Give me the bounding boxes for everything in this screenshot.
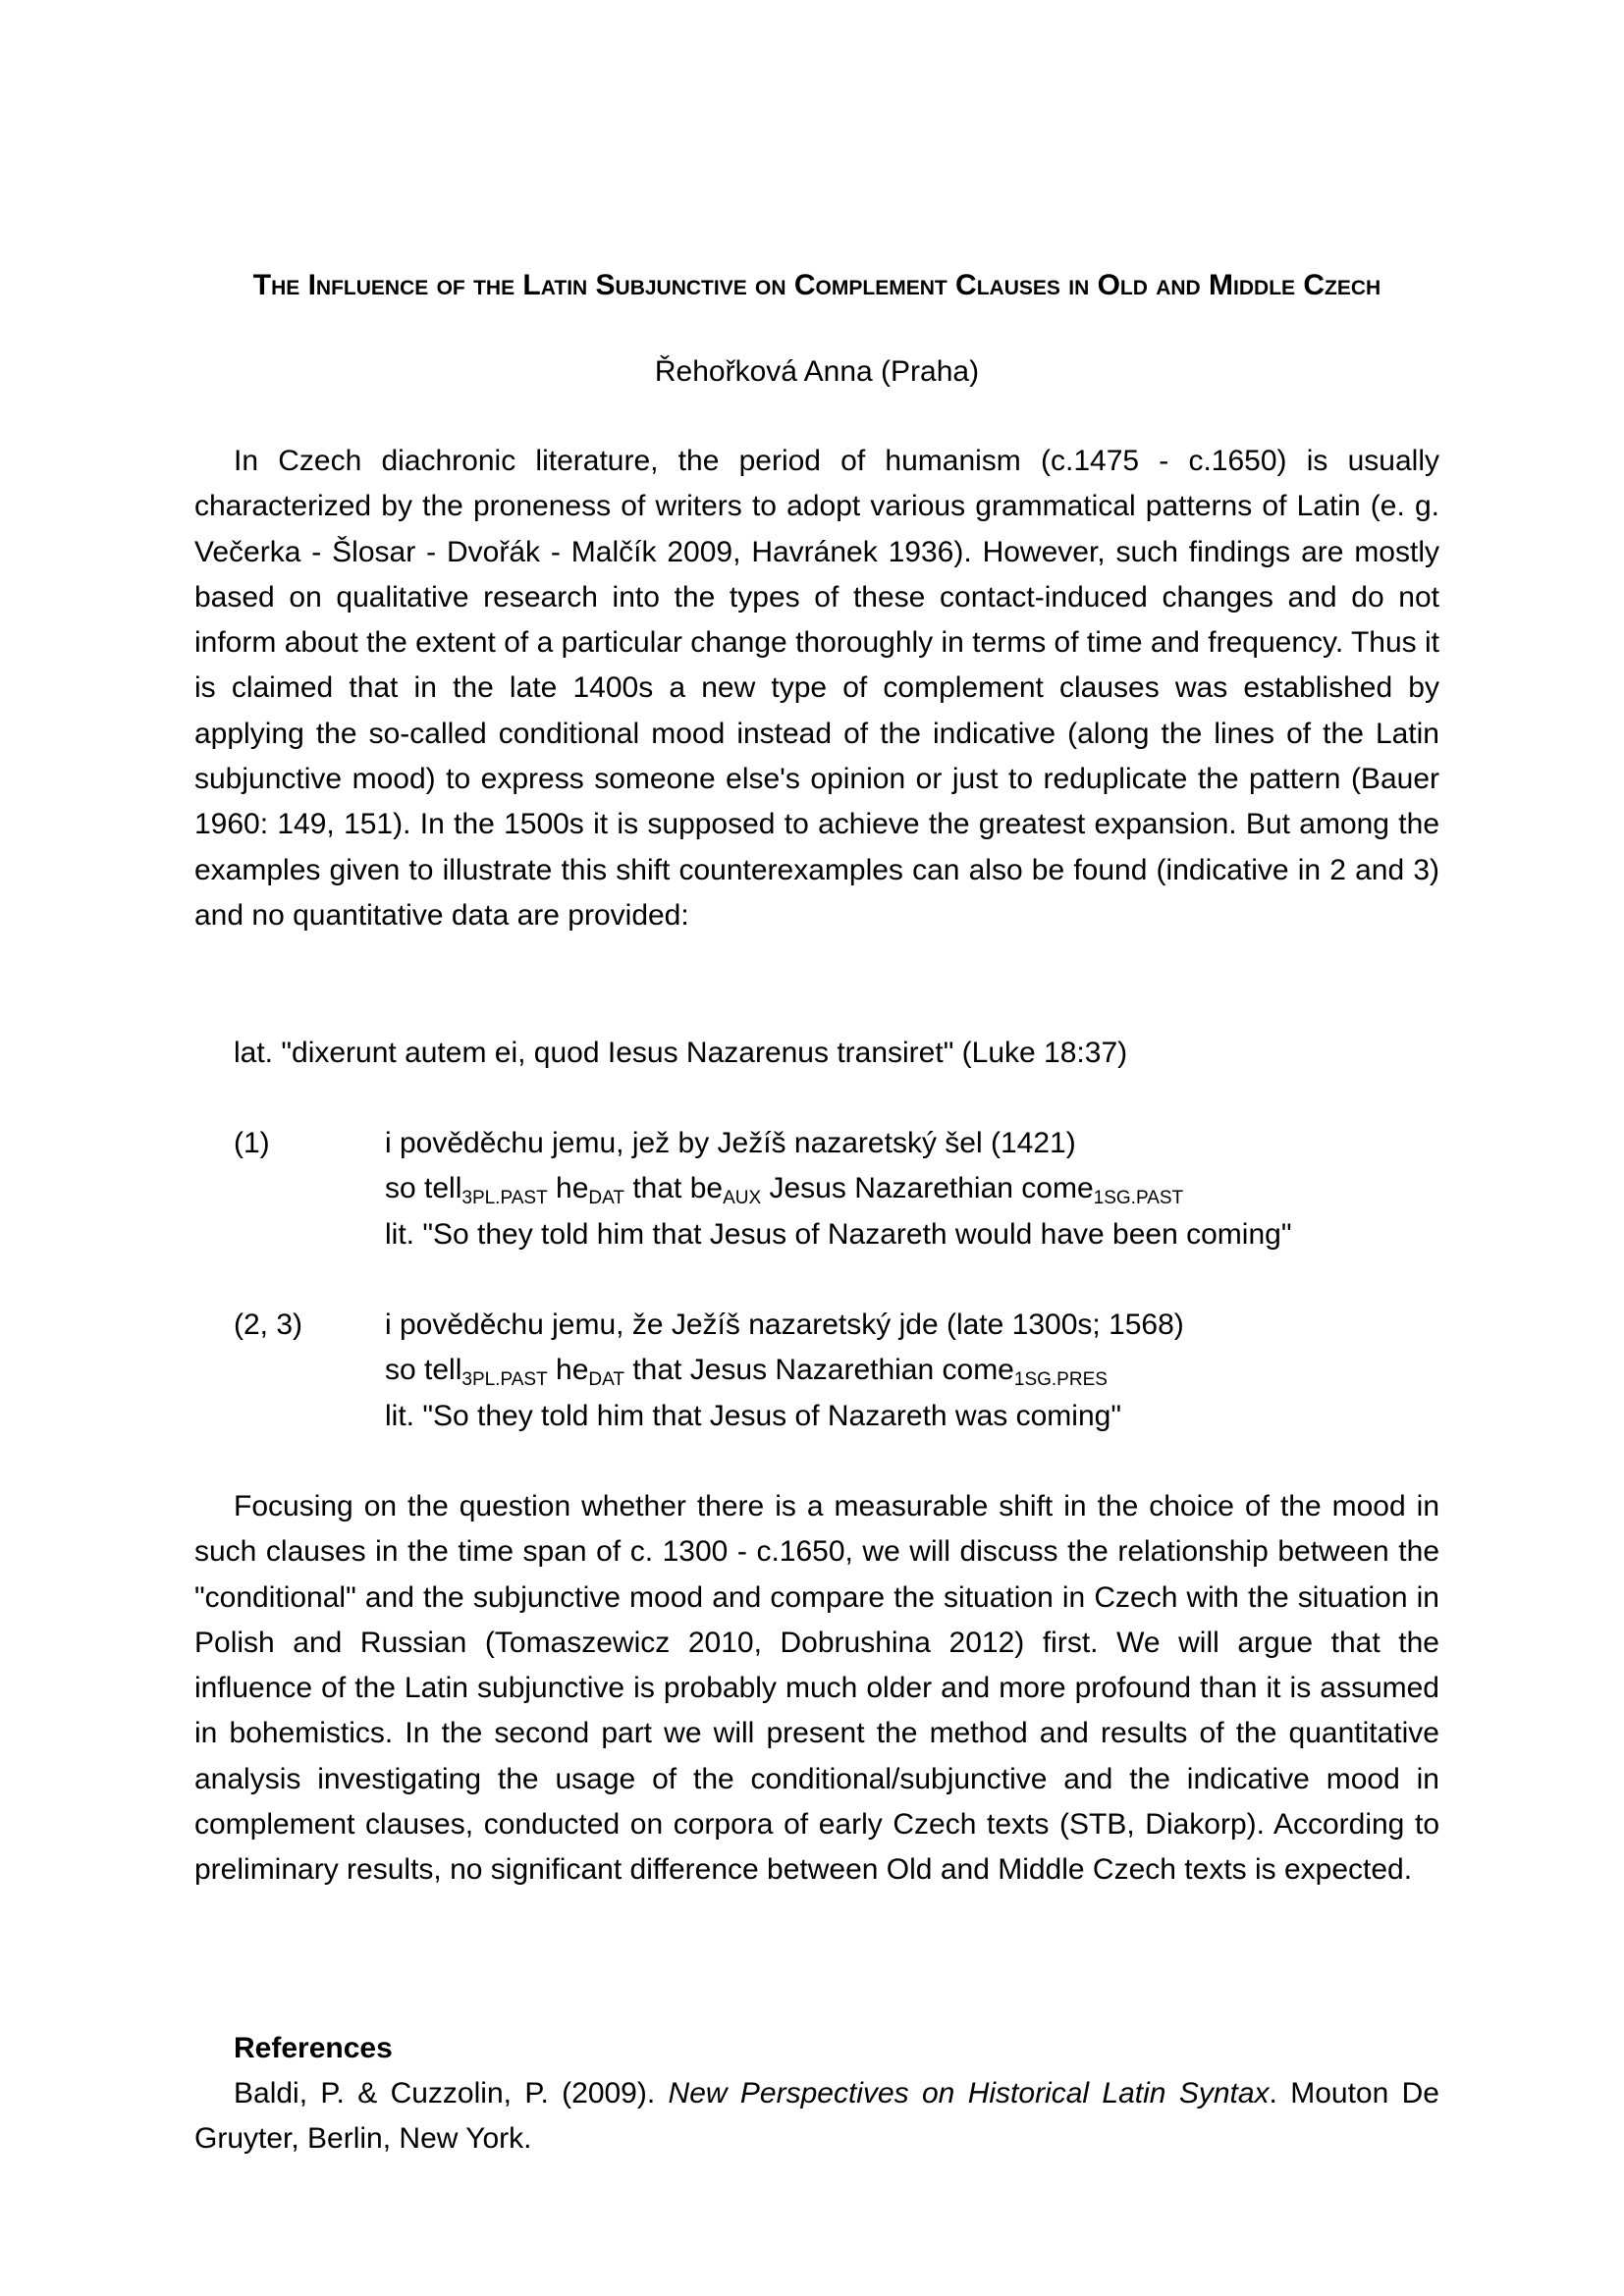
reference-entry: Baldi, P. & Cuzzolin, P. (2009). New Perspectives on Historical Latin Syntax. Mouton De Gruyter, Berlin, New York. <box>194 2077 1439 2156</box>
example-gloss-line: so tell$_{3PL.PAST}$ $he_{DAT}$ that Jesus Nazarethian come$_{1SG.PRES}$ <box>385 1354 1108 1391</box>
paper-title: The Influence of the Latin Subjunctive on Complement Clauses in Old and Middle Czech <box>252 269 1381 301</box>
author-line: Řehořková Anna (Praha) <box>654 355 980 388</box>
references-heading: References <box>234 2032 393 2064</box>
abstract-paragraph-1: In Czech diachronic literature, the period of humanism (c.1475 - c.1650) is usually characterized by the proneness of writers to adopt various grammatical patterns of Latin (e. g. Večerka - Šlosar - Dvořák - Malčík 2009, Havránek 1936). However, such findings are mostly based on qualitative research into the types of these contact-induced changes and do not inform about the extent of a particular change thoroughly in terms of time and frequency. Thus it is claimed that in the late 1400s a new type of complement clauses was established by applying the so-called conditional mood instead of the indicative (along the lines of the Latin subjunctive mood) to express someone else's opinion or just to reduplicate the pattern (Bauer 1960: 149, 151). In the 1500s it is supposed to achieve the greatest expansion. But among the examples given to illustrate this shift counterexamples can also be found (indicative in 2 and 3) and no quantitative data are provided: <box>194 445 1439 932</box>
example-gloss-line: so tell$_{3PL.PAST}$ $he_{DAT}$ that $be_{AUX}$ Jesus Nazarethian come$_{1SG.PAST}$ <box>385 1172 1184 1209</box>
example-number: (1) <box>234 1127 270 1159</box>
abstract-paragraph-2: Focusing on the question whether there is a measurable shift in the choice of the mood in such clauses in the time span of c. 1300 - c.1650, we will discuss the relationship between the "conditional" and the subjunctive mood and compare the situation in Czech with the situation in Polish and Russian (Tomaszewicz 2010, Dobrushina 2012) first. We will argue that the influence of the Latin subjunctive is probably much older and more profound than it is assumed in bohemistics. In the second part we will present the method and results of the quantitative analysis investigating the usage of the conditional/subjunctive and the indicative mood in complement clauses, conducted on corpora of early Czech texts (STB, Diakorp). According to preliminary results, no significant difference between Old and Middle Czech texts is expected. <box>194 1490 1439 1887</box>
example-number: (2, 3) <box>234 1308 303 1341</box>
example-translation-line: lit. "So they told him that Jesus of Nazareth was coming" <box>385 1399 1121 1432</box>
example-czech-line: i pověděchu jemu, jež by Ježíš nazaretský šel (1421) <box>385 1127 1076 1159</box>
example-czech-line: i pověděchu jemu, že Ježíš nazaretský jde (late 1300s; 1568) <box>385 1308 1184 1341</box>
example-translation-line: lit. "So they told him that Jesus of Nazareth would have been coming" <box>385 1217 1292 1251</box>
reference-title: New Perspectives on Historical Latin Syntax <box>668 2077 1270 2109</box>
latin-source-example: lat. "dixerunt autem ei, quod Iesus Nazarenus transiret" (Luke 18:37) <box>234 1037 1128 1069</box>
